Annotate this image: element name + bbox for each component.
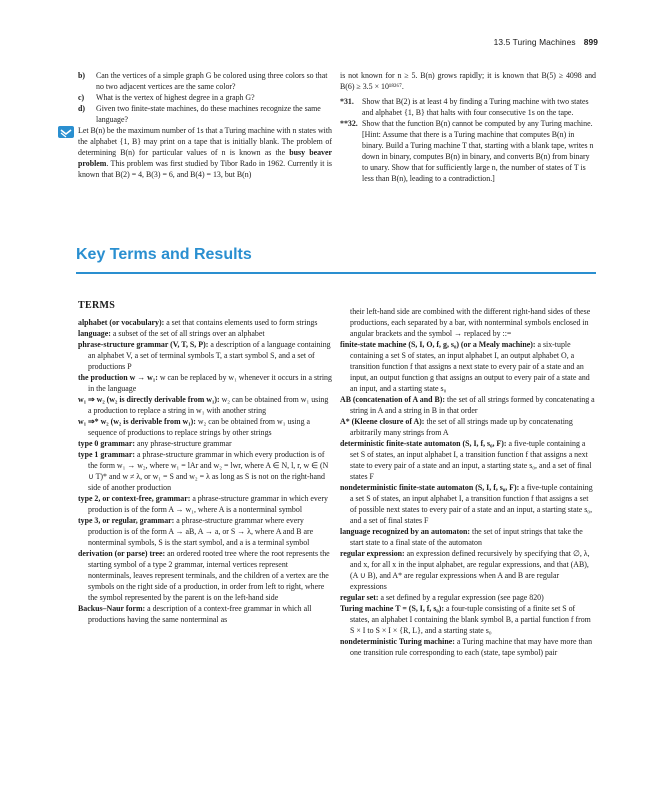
term-name: w₁ ⇒* w₂ (w₂ is derivable from w₁): bbox=[78, 417, 196, 426]
exercise-item bbox=[78, 70, 332, 92]
term-definition: a Turing machine that may have more than one transition rule corresponding to each (state, tape symbol) pair bbox=[350, 637, 593, 657]
term-entry bbox=[78, 372, 332, 394]
term-definition: a subset of the set of all strings over an alphabet bbox=[112, 329, 265, 338]
term-definition: an ordered rooted tree where the root represents the starting symbol of a type 2 grammar, internal vertices represent nonterminals, leaves represent terminals, and the children of a vertex are the symbols on the right side of a production, in order from left to right, where the symbol represented by the parent is on the left-hand side bbox=[88, 549, 330, 602]
term-definition: a phrase-structure grammar where every production is of the form A → aB, A → a, or S → λ, where A and B are nonterminal symbols, S is the start symbol, and a is a terminal symbol bbox=[88, 516, 314, 547]
running-header bbox=[494, 37, 598, 47]
term-entry bbox=[78, 328, 332, 339]
term-name: regular expression: bbox=[340, 549, 405, 558]
term-definition: w₂ can be obtained from w₁ using a sequence of productions to replace strings by other strings bbox=[88, 417, 311, 437]
term-entry bbox=[78, 449, 332, 493]
exercise-text: Can the vertices of a simple graph G be colored using three colors so that no two adjacent vertices are the same color? bbox=[96, 71, 328, 91]
term-entry bbox=[340, 416, 596, 438]
term-definition: the set of all strings formed by concatenating a string in A and a string in B in that order bbox=[350, 395, 595, 415]
page-number: 899 bbox=[583, 37, 598, 47]
term-entry bbox=[340, 548, 596, 592]
term-name: deterministic finite-state automaton (S, I, f, s₀, F): bbox=[340, 439, 507, 448]
exercise-label: b) bbox=[78, 71, 86, 80]
term-entry bbox=[78, 515, 332, 548]
term-entry bbox=[78, 317, 332, 328]
term-entry bbox=[340, 526, 596, 548]
term-entry bbox=[340, 394, 596, 416]
term-continuation: their left-hand side are combined with the different right-hand sides of these productions, each separated by a bar, with nonterminal symbols enclosed in angular brackets and the symbol → replaced by ::= bbox=[350, 307, 591, 338]
exercise-text: Show that B(2) is at least 4 by finding a Turing machine with two states and alphabet {1, B} that halts with four consecutive 1s on the tape. bbox=[362, 97, 589, 117]
term-definition: w can be replaced by w₁ whenever it occurs in a string in the language bbox=[88, 373, 332, 393]
exercise-text: What is the vertex of highest degree in a graph G? bbox=[96, 93, 255, 102]
exercise-item bbox=[78, 92, 332, 103]
term-definition: an expression defined recursively by specifying that ∅, λ, and x, for all x in the input alphabet, are regular expressions, and that (AB), (A ∪ B), and A* are regular expressions when A and B are regular expressions bbox=[350, 549, 590, 591]
busy-beaver-term-bold: busy beaver problem bbox=[78, 148, 332, 168]
term-entry bbox=[340, 592, 596, 603]
term-name: type 3, or regular, grammar: bbox=[78, 516, 175, 525]
busy-beaver-paragraph: Let B(n) be the maximum number of 1s that a Turing machine with n states with the alphabet {1, B} may print on a tape that is initially blank. The problem of determining B(n) for particular values of n is known as the busy beaver problem. This problem was first studied by Tibor Rado in 1962. Currently it is known that B(2) = 4, B(3) = 6, and B(4) = 13, but B(n) bbox=[78, 126, 332, 179]
term-name: language recognized by an automaton: bbox=[340, 527, 471, 536]
exercise-label: *31. bbox=[340, 97, 354, 106]
section-rule bbox=[76, 272, 596, 274]
term-entry bbox=[78, 438, 332, 449]
term-definition: the set of input strings that take the start state to a final state of the automaton bbox=[350, 527, 583, 547]
term-definition: w₂ can be obtained from w₁ using a production to replace a string in w₁ with another string bbox=[88, 395, 329, 415]
term-definition: a five-tuple containing a set S of states, an input alphabet I, a transition function f that assigns a next state to every pair of a state and an input, a starting state s₀, and a set of final states F bbox=[350, 439, 592, 481]
exercise-label: d) bbox=[78, 104, 86, 113]
term-name: w₁ ⇒ w₂ (w₂ is directly derivable from w₁): bbox=[78, 395, 220, 404]
term-name: language: bbox=[78, 329, 111, 338]
term-name: phrase-structure grammar (V, T, S, P): bbox=[78, 340, 209, 349]
terms-left-column bbox=[78, 317, 332, 625]
term-name: alphabet (or vocabulary): bbox=[78, 318, 165, 327]
term-entry bbox=[340, 636, 596, 658]
term-entry bbox=[340, 482, 596, 526]
term-name: type 1 grammar: bbox=[78, 450, 135, 459]
term-definition: a six-tuple containing a set S of states, an input alphabet I, an output alphabet O, a transition function f that assigns a next state to every pair of a state and an input, an output function g that assigns an output to every pair of a state and an input, and a starting state s₀ bbox=[350, 340, 590, 393]
term-entry bbox=[78, 394, 332, 416]
term-definition: a description of a context-free grammar in which all productions having the same nonterminal as bbox=[88, 604, 312, 624]
term-definition: a set that contains elements used to form strings bbox=[166, 318, 318, 327]
terms-heading: TERMS bbox=[78, 300, 116, 311]
term-name: AB (concatenation of A and B): bbox=[340, 395, 445, 404]
exercise-text: Show that the function B(n) cannot be computed by any Turing machine. [Hint: Assume that there is a Turing machine that computes B(n) in binary. Build a Turing machine T that, starting with a blank tape, writes n down in binary, computes B(n) in binary, and converts B(n) from binary to unary. Show that for sufficiently large n, the number of states of T is less than B(n), leading to a contradiction.] bbox=[362, 119, 594, 183]
term-name: nondeterministic Turing machine: bbox=[340, 637, 455, 646]
term-name: type 0 grammar: bbox=[78, 439, 135, 448]
exercises-right-column bbox=[340, 70, 596, 184]
term-definition: a phrase-structure grammar in which every production is of the form A → w₁, where A is a nonterminal symbol bbox=[88, 494, 328, 514]
exercise-text: Given two finite-state machines, do these machines recognize the same language? bbox=[96, 104, 321, 124]
term-definition: any phrase-structure grammar bbox=[136, 439, 232, 448]
exercise-item bbox=[340, 96, 596, 118]
term-name: finite-state machine (S, I, O, f, g, s₀) (or a Mealy machine): bbox=[340, 340, 536, 349]
web-link-icon[interactable] bbox=[58, 126, 74, 138]
exercise-label: c) bbox=[78, 93, 85, 102]
term-name: regular set: bbox=[340, 593, 379, 602]
busy-beaver-block bbox=[78, 125, 332, 180]
exercise-item bbox=[78, 103, 332, 125]
section-title: Key Terms and Results bbox=[76, 246, 252, 263]
term-name: derivation (or parse) tree: bbox=[78, 549, 166, 558]
term-name: nondeterministic finite-state automaton (S, I, f, s₀, F): bbox=[340, 483, 520, 492]
term-name: A* (Kleene closure of A): bbox=[340, 417, 425, 426]
term-definition: a four-tuple consisting of a finite set S of states, an alphabet I containing the blank symbol B, a partial function f from S × I to S × I × {R, L}, and a starting state s₀ bbox=[350, 604, 591, 635]
term-entry bbox=[78, 548, 332, 603]
running-title: 13.5 Turing Machines bbox=[493, 37, 576, 47]
term-name: type 2, or context-free, grammar: bbox=[78, 494, 191, 503]
term-definition: a phrase-structure grammar in which every production is of the form w₁ → w₂, where w₁ = lAr and w₂ = lwr, where A ∈ N, l, r, w ∈ (N ∪ T)* and w ≠ λ, or w₁ = S and w₂ = λ as long as S is not on the right-hand side of another production bbox=[88, 450, 329, 492]
term-entry bbox=[340, 339, 596, 394]
term-entry bbox=[340, 438, 596, 482]
term-definition: a description of a language containing an alphabet V, a set of terminal symbols T, a start symbol S, and a set of productions P bbox=[88, 340, 331, 371]
continuation-paragraph: is not known for n ≥ 5. B(n) grows rapidly; it is known that B(5) ≥ 4098 and B(6) ≥ 3.5 × 10¹⁸²⁶⁷. bbox=[340, 71, 596, 91]
term-entry bbox=[78, 416, 332, 438]
term-entry bbox=[78, 339, 332, 372]
term-definition: a five-tuple containing a set S of states, an input alphabet I, a transition function f that assigns a set of possible next states to every pair of a state and an input, a starting state s₀, and a set of final states F bbox=[350, 483, 593, 525]
terms-right-column bbox=[340, 306, 596, 658]
term-entry bbox=[78, 603, 332, 625]
term-name: Backus–Naur form: bbox=[78, 604, 146, 613]
exercises-left-column bbox=[78, 70, 332, 180]
term-entry bbox=[340, 603, 596, 636]
exercise-label: **32. bbox=[340, 119, 358, 128]
term-name: Turing machine T = (S, I, f, s₀): bbox=[340, 604, 445, 613]
exercise-item bbox=[340, 118, 596, 184]
term-entry bbox=[78, 493, 332, 515]
term-definition: a set defined by a regular expression (see page 820) bbox=[380, 593, 544, 602]
term-name: the production w → w₁: bbox=[78, 373, 158, 382]
term-definition: the set of all strings made up by concatenating arbitrarily many strings from A bbox=[350, 417, 573, 437]
